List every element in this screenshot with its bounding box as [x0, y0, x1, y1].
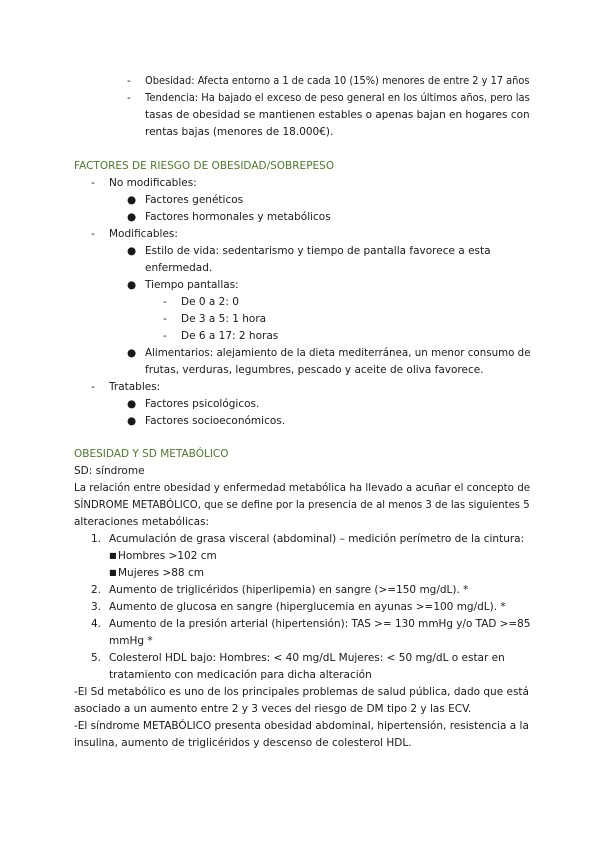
- dash-bullet: -: [163, 313, 167, 325]
- dot-bullet: ●: [127, 347, 137, 359]
- text-line: Factores genéticos: [145, 194, 244, 206]
- text-line: Aumento de glucosa en sangre (hiperglucemia en ayunas >=100 mg/dL). *: [109, 601, 506, 613]
- square-bullet: ■: [109, 551, 117, 560]
- dot-bullet: ●: [127, 398, 137, 410]
- text-line: Obesidad: Afecta entorno a 1 de cada 10 (15%) menores de entre 2 y 17 años: [145, 75, 530, 87]
- list-number: 3.: [91, 601, 102, 613]
- text-line: mmHg *: [109, 635, 153, 647]
- text-line: Factores psicológicos.: [145, 398, 260, 410]
- list-number: 2.: [91, 584, 102, 596]
- text-line: tasas de obesidad se mantienen estables o apenas bajan en hogares con: [145, 109, 530, 121]
- text-line: Modificables:: [109, 228, 178, 240]
- dash-bullet: -: [127, 92, 131, 104]
- list-number: 1.: [91, 533, 102, 545]
- list-number: 4.: [91, 618, 102, 630]
- text-line: Mujeres >88 cm: [118, 567, 204, 579]
- text-line: tratamiento con medicación para dicha alteración: [109, 669, 372, 681]
- text-line: Tiempo pantallas:: [145, 279, 239, 291]
- text-line: -El síndrome METABÓLICO presenta obesidad abdominal, hipertensión, resistencia a la: [74, 720, 529, 732]
- list-number: 5.: [91, 652, 102, 664]
- text-line: Acumulación de grasa visceral (abdominal) – medición perímetro de la cintura:: [109, 533, 525, 545]
- text-line: Tratables:: [109, 381, 161, 393]
- square-bullet: ■: [109, 568, 117, 577]
- dash-bullet: -: [163, 330, 167, 342]
- text-line: Estilo de vida: sedentarismo y tiempo de pantalla favorece a esta: [145, 245, 491, 257]
- dash-bullet: -: [91, 228, 95, 240]
- dot-bullet: ●: [127, 194, 137, 206]
- dash-bullet: -: [163, 296, 167, 308]
- text-line: enfermedad.: [145, 262, 213, 274]
- text-line: Aumento de la presión arterial (hipertensión): TAS >= 130 mmHg y/o TAD >=85: [109, 618, 531, 630]
- dot-bullet: ●: [127, 245, 137, 257]
- dot-bullet: ●: [127, 415, 137, 427]
- text-line: Tendencia: Ha bajado el exceso de peso general en los últimos años, pero las: [145, 92, 530, 104]
- text-line: La relación entre obesidad y enfermedad metabólica ha llevado a acuñar el concepto de: [74, 482, 531, 494]
- text-line: alteraciones metabólicas:: [74, 516, 210, 528]
- text-line: De 3 a 5: 1 hora: [181, 313, 267, 325]
- dash-bullet: -: [91, 381, 95, 393]
- text-line: asociado a un aumento entre 2 y 3 veces del riesgo de DM tipo 2 y las ECV.: [74, 703, 472, 715]
- text-line: Factores hormonales y metabólicos: [145, 211, 331, 223]
- text-line: Colesterol HDL bajo: Hombres: < 40 mg/dL Mujeres: < 50 mg/dL o estar en: [109, 652, 505, 664]
- text-line: -El Sd metabólico es uno de los principales problemas de salud pública, dado que está: [74, 686, 529, 698]
- dash-bullet: -: [127, 75, 131, 87]
- dot-bullet: ●: [127, 211, 137, 223]
- text-line: Alimentarios: alejamiento de la dieta mediterránea, un menor consumo de: [145, 347, 531, 359]
- text-line: SD: síndrome: [74, 465, 145, 477]
- text-line: No modificables:: [109, 177, 197, 189]
- text-line: Aumento de triglicéridos (hiperlipemia) en sangre (>=150 mg/dL). *: [109, 584, 469, 596]
- text-line: insulina, aumento de triglicéridos y descenso de colesterol HDL.: [74, 737, 412, 749]
- dash-bullet: -: [91, 177, 95, 189]
- dot-bullet: ●: [127, 279, 137, 291]
- text-line: frutas, verduras, legumbres, pescado y aceite de oliva favorece.: [145, 364, 484, 376]
- text-line: SÍNDROME METABÓLICO, que se define por la presencia de al menos 3 de las siguientes 5: [74, 499, 530, 511]
- text-line: De 6 a 17: 2 horas: [181, 330, 279, 342]
- text-line: Factores socioeconómicos.: [145, 415, 286, 427]
- section-heading: FACTORES DE RIESGO DE OBESIDAD/SOBREPESO: [74, 160, 335, 172]
- text-line: Hombres >102 cm: [118, 550, 217, 562]
- section-heading: OBESIDAD Y SD METABÓLICO: [74, 448, 229, 460]
- text-line: De 0 a 2: 0: [181, 296, 239, 308]
- text-line: rentas bajas (menores de 18.000€).: [145, 126, 334, 138]
